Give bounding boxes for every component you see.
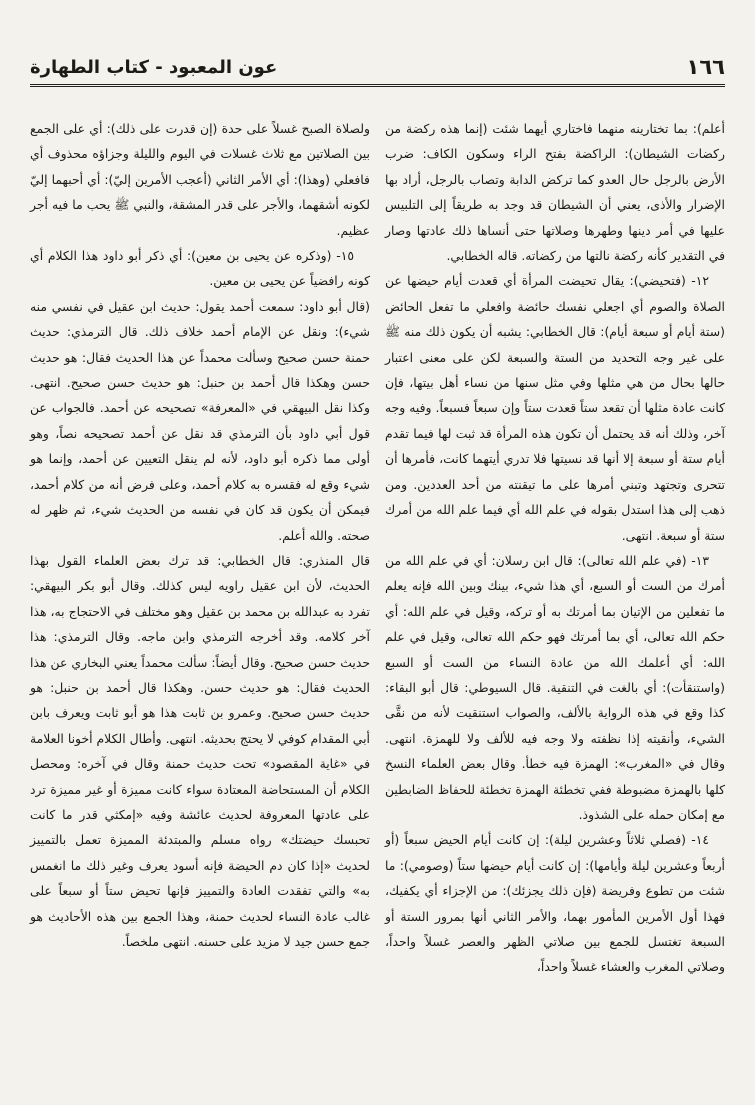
paragraph: ١٢- (فتحيضي): يقال تحيضت المرأة أي قعدت أيام حيضها عن الصلاة والصوم أي اجعلي نفسك حائضة وافعلي ما تفعل الحائض (ستة أيام أو سبعة أيام): قال الخطابي: يشبه أن يكون ذلك منه ﷺ على غير وجه التحديد من الستة والسبعة لكن على معنى اعتبار حالها بحال من هي مثلها وفي مثل سنها من نساء أهل بيتها، فإن كانت عادة مثلها أن تقعد ستاً قعدت ستاً وإن سبعاً فسبعاً. وفيه وجه آخر، وذلك أنه قد يحتمل أن تكون هذه المرأة قد ثبت لها فيما تقدم أيام ستة أو سبعة إلا أنها قد نسيتها فلا تدري أيتهما كانت، فأمرها أن تتحرى وتجتهد وتبني أمرها على ما تيقنته من أحد العددين. ومن ذهب إلى هذا استدل بقوله في علم الله أي فيما علم الله من أمرك ستة أو سبعة. انتهى. — [385, 273, 725, 543]
paragraph: ١٥- (وذكره عن يحيى بن معين): أي ذكر أبو داود هذا الكلام أي كونه رافضياً عن يحيى بن معين. — [30, 248, 370, 289]
page-header — [30, 52, 725, 82]
paragraph: قال المنذري: قال الخطابي: قد ترك بعض العلماء القول بهذا الحديث، لأن ابن عقيل راويه ليس كذلك. وقال أبو بكر البيهقي: تفرد به عبدالله بن محمد بن عقيل وهو مختلف في الاحتجاج به، هذا آخر كلامه. وقد أخرجه الترمذي وابن ماجه. وقال الترمذي: هذا حديث حسن صحيح. وقال أيضاً: سألت محمداً يعني البخاري عن هذا الحديث فقال: هو حديث حسن. وهكذا قال أحمد بن حنبل: هو حديث حسن صحيح. وعمرو بن ثابت هذا هو أبو ثابت ويعرف بابن أبي المقدام كوفي لا يحتج بحديثه. انتهى. وأطال الكلام أخونا العلامة في «غاية المقصود» تحت حديث حمنة وقال في آخره: ومحصل الكلام أن المستحاضة المعتادة سواء كانت مميزة أو غير مميزة ترد على عادتها المعروفة لحديث عائشة وفيه «إمكثي قدر ما كانت تحبسك حيضتك» رواه مسلم والمبتدئة المميزة تعمل بالتمييز لحديث «إذا كان دم الحيضة فإنه أسود يعرف وغير ذلك ما انغمس به» والتي تفقدت العادة والتمييز فإنها تحيض ستاً أو سبعاً على غالب عادة النساء لحديث حمنة، وهذا الجمع بين هذه الأحاديث هو جمع حسن جيد لا مزيد على حسنه. انتهى ملخصاً. — [30, 552, 370, 949]
paragraph: (قال أبو داود: سمعت أحمد يقول: حديث ابن عقيل في نفسي منه شيء): ونقل عن الإمام أحمد خلاف ذلك. قال الترمذي: حديث حمنة حسن صحيح وسألت محمداً عن هذا الحديث فقال: هو حديث حسن وهكذا قال أحمد بن حنبل: هو حديث حسن صحيح. انتهى. وكذا نقل البيهقي في «المعرفة» تصحيحه عن أحمد. فالجواب عن قول أبي داود بأن الترمذي قد نقل عن أحمد تصحيحه نصاً، وهو أولى مما ذكره أبو داود، لأنه لم ينقل التعيين عن أحمد، وإنما هو شيء وقع له فقسره به كلام أحمد، وعلى فرض أنه من كلام أحمد، فيمكن أن يكون قد كان في نفسه من الحديث شيء، ثم ظهر له صحته. والله أعلم. — [30, 298, 370, 543]
paragraph: ١٣- (في علم الله تعالى): قال ابن رسلان: أي في علم الله من أمرك من الست أو السبع، أي هذا شيء، بينك وبين الله فإنه يعلم ما تفعلين من الإتيان بما أمرتك به أو تركه، وقيل في علم الله: أي حكم الله تعالى، أي بما أمرتك فهو حكم الله تعالى، وقيل في علم الله: أي أعلمك الله من عادة النساء من الست أو السبع (واستنقأت): أي بالغت في التنقية. قال السيوطي: قال أبو البقاء: كذا وقع في هذه الرواية بالألف، والصواب استنقيت لأنه من نقَّى الشيء، وأنقيته إذا نظفته ولا وجه فيه للألف ولا للهمزة. انتهى. وقال في «المغرب»: الهمزة فيه خطأ. وقال بعض العلماء النسخ كلها بالهمزة مضبوطة ففي تخطئة الهمزة تخطئة للحفاظ الضابطين مع إمكان حمله على الشذوذ. — [385, 552, 725, 822]
paragraph: ١٤- (فصلي ثلاثاً وعشرين ليلة): إن كانت أيام الحيض سبعاً (أو أربعاً وعشرين ليلة وأيامها): إن كانت أيام حيضها ستاً (وصومي): ما شئت من تطوع وفريضة (فإن ذلك يجزئك): من الإجزاء أي يكفيك، فهذا أول الأمرين المأمور بهما، والأمر الثاني أنها بمرور الستة أو السبعة تغتسل للجمع بين صلاتي الظهر والعصر غسلاً واحداً، وصلاتي المغرب والعشاء غسلاً واحداً، — [385, 832, 725, 975]
page-number: ١٦٦ — [686, 55, 725, 79]
left-column — [30, 116, 370, 954]
right-column — [385, 116, 725, 980]
header-rule — [30, 84, 725, 87]
paragraph: أعلم): بما تختارينه منهما فاختاري أيهما شئت (إنما هذه ركضة من ركضات الشيطان): الراكضة بفتح الراء وسكون الكاف: ضرب الأرض بالرجل حال العدو كما تركض الدابة وتصاب بالرجل، أراد بها الإضرار والأذى، يعني أن الشيطان قد وجد به طريقاً إلى التلبيس عليها في أمر دينها وطهرها وصلاتها حتى أنساها ذلك عادتها وصار في التقدير كأنه ركضة نالتها من ركضاته. قاله الخطابي. — [385, 121, 725, 264]
paragraph: ولصلاة الصبح غسلاً على حدة (إن قدرت على ذلك): أي على الجمع بين الصلاتين مع ثلاث غسلات في اليوم والليلة وجزاؤه محذوف أي فافعلي (وهذا): أي الأمر الثاني (أعجب الأمرين إليّ): أي أحبهما إليّ لكونه أشقهما، والأجر على قدر المشقة، والنبي ﷺ يحب ما فيه أجر عظيم. — [30, 121, 370, 238]
running-title: عون المعبود - كتاب الطهارة — [30, 56, 278, 78]
